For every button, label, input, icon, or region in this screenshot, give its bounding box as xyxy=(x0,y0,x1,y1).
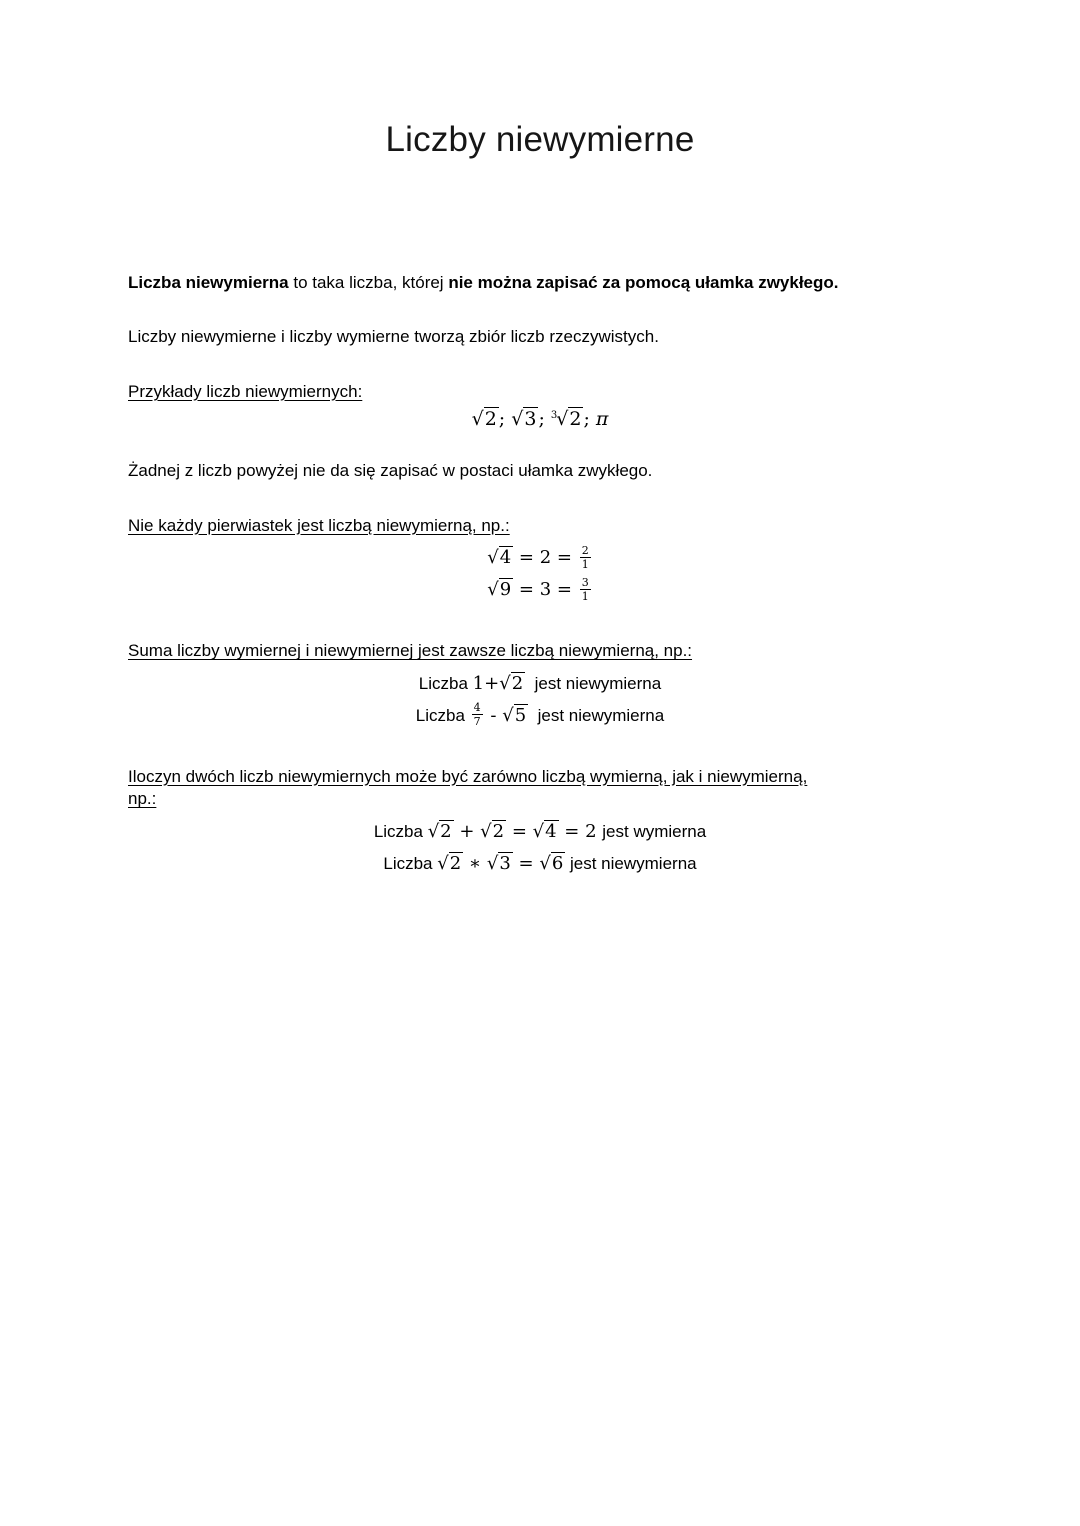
sqrt-expression xyxy=(511,407,538,430)
radicand: 3 xyxy=(524,408,537,431)
radical-sign: √ xyxy=(437,852,449,874)
math-line-sum-1 xyxy=(128,668,952,700)
sqrt-expression xyxy=(487,546,513,568)
fraction-numerator: 4 xyxy=(473,700,481,714)
sqrt-expression xyxy=(428,820,454,842)
math-line-sqrt4 xyxy=(128,542,952,574)
math-block-sum xyxy=(128,668,952,732)
plain-text-run: Liczba xyxy=(373,821,428,841)
fraction xyxy=(580,576,591,603)
paragraph-real-numbers: Liczby niewymierne i liczby wymierne tworzą zbiór liczb rzeczywistych. xyxy=(128,327,659,347)
math-text-run: = xyxy=(512,852,540,874)
math-text-run: - xyxy=(484,704,503,726)
radicand: 2 xyxy=(484,408,497,431)
underlined-heading-text: Nie każdy pierwiastek jest liczbą niewymierną, np.: xyxy=(128,515,510,535)
sqrt-expression xyxy=(556,407,583,430)
math-text-run: = 3 = xyxy=(513,579,578,601)
math-text-run: = 2 xyxy=(558,820,603,842)
math-line-sum-2 xyxy=(128,700,952,732)
section-heading-examples xyxy=(128,381,952,403)
paragraph-definition xyxy=(128,272,952,294)
section-heading-product xyxy=(128,766,952,811)
italic-symbol: π xyxy=(595,408,609,431)
radical-sign: √ xyxy=(487,547,499,569)
plain-text-run: Liczba xyxy=(415,705,470,725)
section-heading-not-every-root xyxy=(128,515,952,537)
math-line-irrational-examples xyxy=(128,408,952,430)
underlined-heading-text-line1: Iloczyn dwóch liczb niewymiernych może być zarówno liczbą wymierną, jak i niewymierną, xyxy=(128,766,808,786)
underlined-heading-text: Suma liczby wymiernej i niewymiernej jest zawsze liczbą niewymierną, np.: xyxy=(128,641,693,661)
plain-text-run: Liczba xyxy=(383,853,438,873)
fraction-numerator: 3 xyxy=(581,575,589,589)
plain-text-run: jest niewymierna xyxy=(565,853,697,873)
radical-sign: √ xyxy=(486,852,499,874)
sqrt-expression xyxy=(487,578,513,600)
math-block-roots xyxy=(128,542,952,606)
plain-text-run: jest niewymierna xyxy=(528,705,665,725)
math-text-run: ; xyxy=(538,408,551,431)
radical-sign: √ xyxy=(499,672,511,694)
math-block-product xyxy=(128,816,952,880)
radicand: 5 xyxy=(514,704,527,726)
sqrt-expression xyxy=(539,852,565,874)
math-text-run: ∗ xyxy=(463,852,487,874)
radicand: 4 xyxy=(545,820,557,842)
sqrt-expression xyxy=(533,820,559,842)
radicand: 2 xyxy=(492,820,505,842)
radicand: 2 xyxy=(440,820,452,842)
fraction-denominator: 7 xyxy=(473,715,481,729)
radical-sign: √ xyxy=(502,704,514,726)
math-line-sqrt9 xyxy=(128,574,952,606)
sqrt-expression xyxy=(487,852,513,874)
fraction-denominator: 1 xyxy=(581,589,589,603)
radicand: 4 xyxy=(499,547,512,569)
radical-sign: √ xyxy=(487,579,499,601)
radical-sign: √ xyxy=(539,852,551,874)
plain-text-run: jest niewymierna xyxy=(525,673,662,693)
sqrt-expression xyxy=(502,704,528,726)
plain-text-run: jest wymierna xyxy=(602,821,707,841)
text-run: to taka liczba, której xyxy=(288,273,449,292)
radical-sign: √ xyxy=(556,408,569,431)
math-text-run: ; xyxy=(498,408,512,431)
sqrt-expression xyxy=(437,852,463,874)
math-text-run: ; xyxy=(583,408,596,431)
underlined-heading-text-line2: np.: xyxy=(128,789,157,809)
root-index: 3 xyxy=(550,410,558,422)
math-line-product-1 xyxy=(128,816,952,848)
sqrt-expression xyxy=(480,820,506,842)
radicand: 2 xyxy=(511,672,524,694)
radical-sign: √ xyxy=(480,820,492,842)
radical-sign: √ xyxy=(471,408,484,431)
math-text-run: + xyxy=(453,820,481,842)
sqrt-expression xyxy=(472,407,499,430)
radicand: 2 xyxy=(569,408,582,431)
document-title: Liczby niewymierne xyxy=(385,120,695,159)
radicand: 3 xyxy=(499,852,511,874)
section-heading-sum xyxy=(128,640,952,662)
fraction-denominator: 1 xyxy=(581,557,589,571)
sqrt-expression xyxy=(499,672,525,694)
math-line-product-2 xyxy=(128,848,952,880)
fraction xyxy=(472,701,483,728)
fraction xyxy=(580,544,591,571)
plain-text-run: Liczba xyxy=(418,673,473,693)
bold-term-liczba-niewymierna: Liczba niewymierna xyxy=(128,273,289,292)
math-text-run: 1+ xyxy=(472,672,500,694)
bold-run-definition: nie można zapisać za pomocą ułamka zwykłego. xyxy=(448,273,839,292)
radicand: 6 xyxy=(551,852,564,874)
fraction-numerator: 2 xyxy=(581,543,589,557)
radicand: 9 xyxy=(499,579,512,601)
underlined-heading-text: Przykłady liczb niewymiernych: xyxy=(128,381,363,401)
radical-sign: √ xyxy=(511,408,524,431)
math-text-run: = 2 = xyxy=(513,547,578,569)
radical-sign: √ xyxy=(427,820,440,842)
math-text-run: = xyxy=(506,820,533,842)
paragraph-none-as-fraction: Żadnej z liczb powyżej nie da się zapisać w postaci ułamka zwykłego. xyxy=(128,461,653,481)
radical-sign: √ xyxy=(532,820,545,842)
radicand: 2 xyxy=(449,852,462,874)
